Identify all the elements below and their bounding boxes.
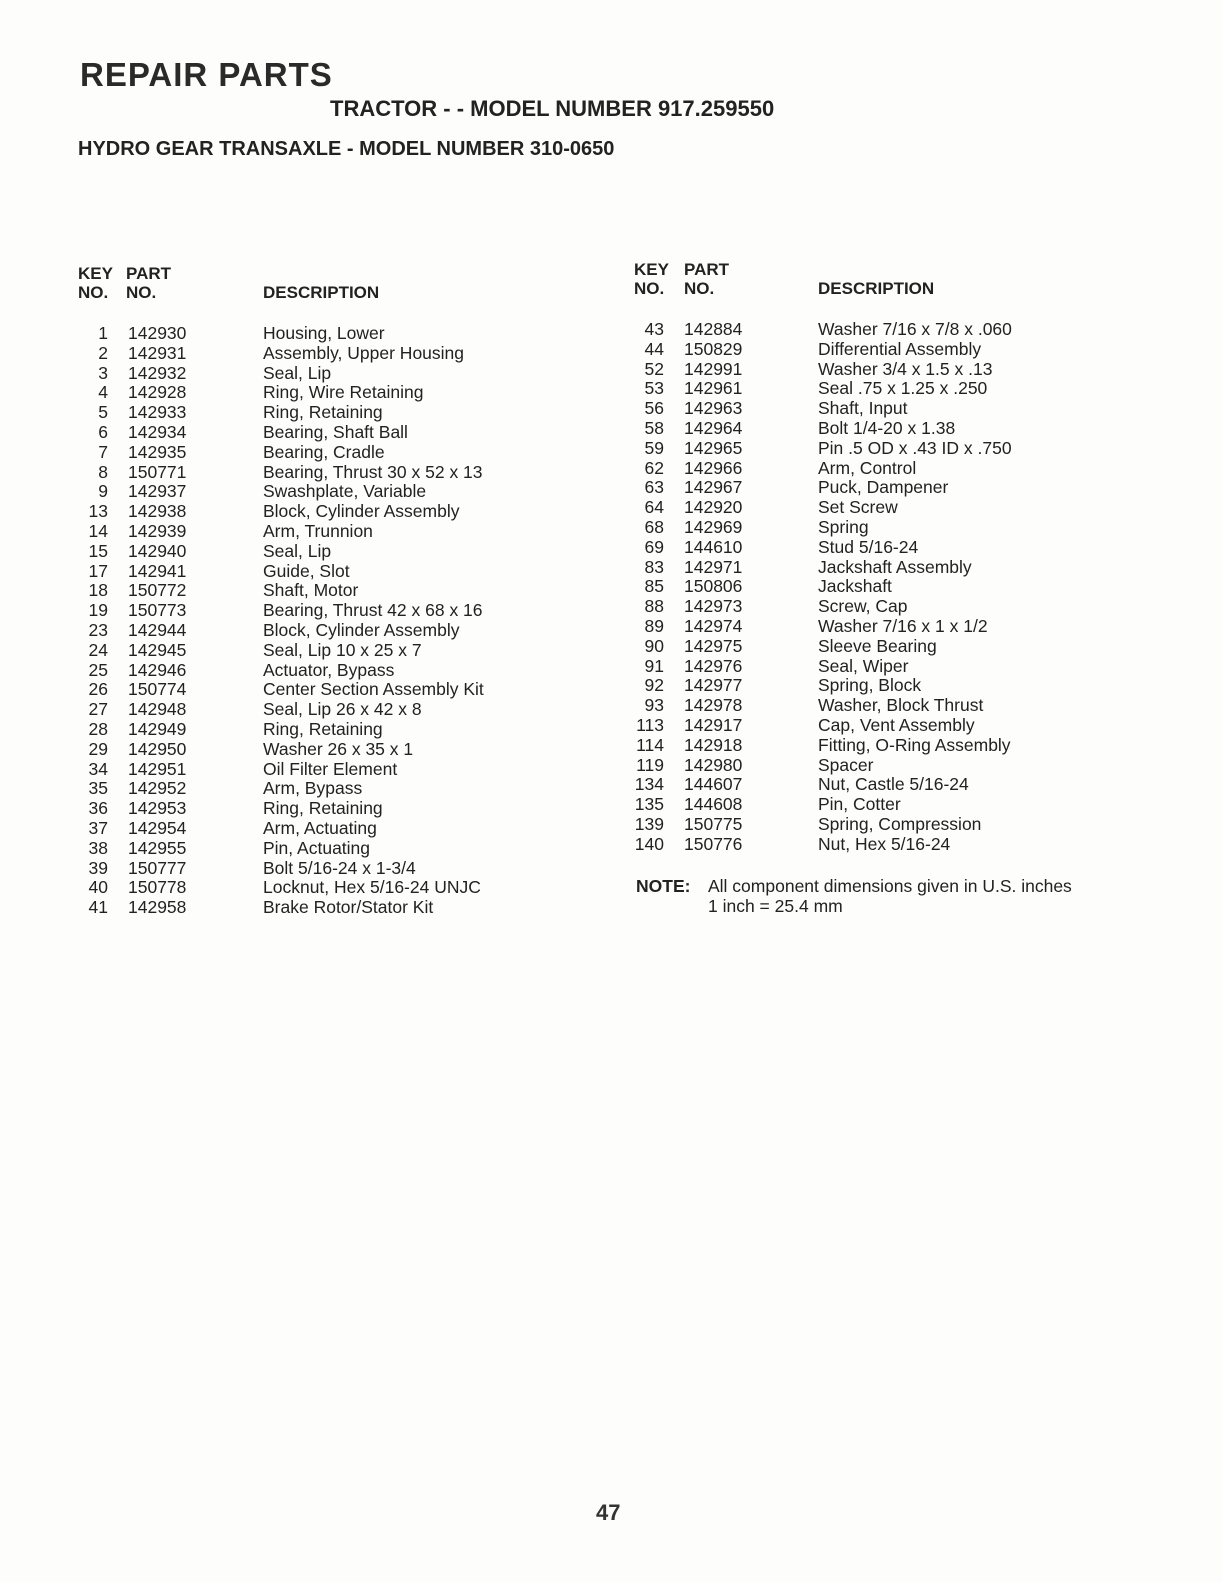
- key-no: 17: [88, 560, 108, 581]
- part-no: 142946: [128, 659, 187, 680]
- part-description: Locknut, Hex 5/16-24 UNJC: [263, 877, 481, 898]
- part-no: 150806: [684, 576, 743, 597]
- key-header-top: KEY: [634, 260, 669, 279]
- key-no: 8: [98, 461, 108, 482]
- part-description: Seal .75 x 1.25 x .250: [818, 378, 988, 399]
- part-description: Shaft, Input: [818, 398, 908, 419]
- part-description: Spring, Compression: [818, 813, 982, 834]
- part-description: Arm, Bypass: [263, 778, 363, 799]
- key-no: 89: [644, 615, 664, 636]
- part-description: Seal, Lip: [263, 540, 332, 561]
- part-no: 142918: [684, 734, 743, 755]
- key-no: 25: [88, 659, 108, 680]
- part-no: 142950: [128, 738, 187, 759]
- part-no: 150775: [684, 813, 743, 834]
- key-no: 64: [644, 497, 664, 518]
- key-no: 56: [644, 398, 664, 419]
- part-no: 142975: [684, 635, 743, 656]
- part-no: 150774: [128, 679, 187, 700]
- part-description: Jackshaft Assembly: [818, 556, 972, 577]
- key-no: 27: [88, 699, 108, 720]
- key-no: 40: [88, 877, 108, 898]
- part-no: 150777: [128, 857, 187, 878]
- part-no: 142884: [684, 319, 743, 339]
- part-description: Bearing, Cradle: [263, 441, 385, 462]
- part-description: Cap, Vent Assembly: [818, 714, 975, 735]
- part-no: 142958: [128, 897, 187, 918]
- part-no: 142955: [128, 837, 187, 858]
- part-header-bottom: NO.: [126, 283, 157, 302]
- part-no: 142930: [128, 323, 187, 343]
- tractor-model-subtitle: TRACTOR - - MODEL NUMBER 917.259550: [330, 96, 775, 121]
- page-number: 47: [596, 1500, 621, 1525]
- part-no: 150773: [128, 600, 187, 621]
- part-no: 142978: [684, 695, 743, 716]
- key-no: 93: [644, 695, 664, 716]
- key-no: 15: [88, 540, 108, 561]
- key-no: 9: [98, 481, 108, 502]
- part-no: 142952: [128, 778, 187, 799]
- key-no: 19: [88, 600, 108, 621]
- key-no: 36: [88, 798, 108, 819]
- page-title: REPAIR PARTS: [80, 56, 333, 93]
- key-no: 24: [88, 639, 108, 660]
- key-no: 38: [88, 837, 108, 858]
- part-header-top: PART: [684, 260, 730, 279]
- part-no: 150776: [684, 833, 743, 854]
- part-description: Actuator, Bypass: [263, 659, 395, 680]
- part-no: 142977: [684, 675, 743, 696]
- part-description: Puck, Dampener: [818, 477, 949, 498]
- key-no: 1: [98, 323, 108, 343]
- key-no: 140: [634, 833, 664, 854]
- part-description: Seal, Wiper: [818, 655, 909, 676]
- part-no: 142935: [128, 441, 187, 462]
- part-no: 142953: [128, 798, 187, 819]
- part-no: 144608: [684, 794, 743, 815]
- key-no: 68: [644, 516, 664, 537]
- part-header-top: PART: [126, 264, 172, 283]
- part-description: Ring, Wire Retaining: [263, 382, 424, 403]
- part-no: 142965: [684, 437, 743, 458]
- part-no: 142933: [128, 402, 187, 423]
- key-no: 85: [644, 576, 664, 597]
- part-description: Oil Filter Element: [263, 758, 398, 779]
- key-no: 88: [644, 596, 664, 617]
- part-description: Housing, Lower: [263, 323, 385, 343]
- key-no: 83: [644, 556, 664, 577]
- key-no: 23: [88, 619, 108, 640]
- key-no: 52: [644, 358, 664, 379]
- part-description: Ring, Retaining: [263, 798, 383, 819]
- key-no: 34: [88, 758, 108, 779]
- part-no: 142931: [128, 342, 187, 363]
- part-description: Bolt 1/4-20 x 1.38: [818, 417, 956, 438]
- part-description: Sleeve Bearing: [818, 635, 937, 656]
- key-no: 5: [98, 402, 108, 423]
- key-no: 29: [88, 738, 108, 759]
- part-description: Center Section Assembly Kit: [263, 679, 484, 700]
- part-no: 142949: [128, 718, 187, 739]
- part-description: Assembly, Upper Housing: [263, 342, 465, 363]
- part-description: Guide, Slot: [263, 560, 350, 581]
- part-no: 142974: [684, 615, 743, 636]
- part-no: 150778: [128, 877, 187, 898]
- part-description: Pin .5 OD x .43 ID x .750: [818, 437, 1012, 458]
- part-no: 142945: [128, 639, 187, 660]
- part-no: 142932: [128, 362, 187, 383]
- part-description: Ring, Retaining: [263, 402, 383, 423]
- part-no: 142941: [128, 560, 187, 581]
- part-no: 142940: [128, 540, 187, 561]
- part-description: Bolt 5/16-24 x 1-3/4: [263, 857, 416, 878]
- part-description: Nut, Hex 5/16-24: [818, 833, 951, 854]
- note-line-1: All component dimensions given in U.S. inches: [708, 876, 1072, 896]
- part-description: Spring, Block: [818, 675, 922, 696]
- part-description: Arm, Control: [818, 457, 917, 478]
- part-description: Arm, Actuating: [263, 817, 377, 838]
- key-no: 134: [634, 774, 664, 795]
- part-description: Washer 3/4 x 1.5 x .13: [818, 358, 993, 379]
- part-no: 142938: [128, 501, 187, 522]
- part-description: Screw, Cap: [818, 596, 908, 617]
- part-no: 142971: [684, 556, 743, 577]
- part-description: Washer 7/16 x 7/8 x .060: [818, 319, 1012, 339]
- part-no: 142937: [128, 481, 187, 502]
- key-header-bottom: NO.: [634, 279, 665, 298]
- part-description: Block, Cylinder Assembly: [263, 501, 460, 522]
- part-description: Pin, Cotter: [818, 794, 901, 815]
- part-no: 142948: [128, 699, 187, 720]
- key-no: 6: [98, 421, 108, 442]
- key-no: 3: [98, 362, 108, 383]
- key-no: 53: [644, 378, 664, 399]
- part-no: 142963: [684, 398, 743, 419]
- part-no: 142966: [684, 457, 743, 478]
- part-description: Brake Rotor/Stator Kit: [263, 897, 434, 918]
- part-description: Jackshaft: [818, 576, 892, 597]
- part-description: Washer 26 x 35 x 1: [263, 738, 414, 759]
- key-no: 59: [644, 437, 664, 458]
- key-header-bottom: NO.: [78, 283, 109, 302]
- part-no: 142917: [684, 714, 743, 735]
- part-description: Ring, Retaining: [263, 718, 383, 739]
- part-description: Swashplate, Variable: [263, 481, 427, 502]
- part-description: Seal, Lip: [263, 362, 332, 383]
- description-header: DESCRIPTION: [263, 283, 380, 302]
- key-no: 4: [98, 382, 108, 403]
- key-no: 43: [644, 319, 664, 339]
- note-label: NOTE:: [636, 876, 691, 896]
- part-no: 142973: [684, 596, 743, 617]
- key-no: 18: [88, 580, 108, 601]
- part-description: Washer, Block Thrust: [818, 695, 984, 716]
- part-no: 142991: [684, 358, 743, 379]
- key-no: 35: [88, 778, 108, 799]
- key-no: 13: [88, 501, 108, 522]
- part-description: Bearing, Shaft Ball: [263, 421, 408, 442]
- part-no: 142951: [128, 758, 187, 779]
- part-no: 142928: [128, 382, 187, 403]
- part-description: Differential Assembly: [818, 338, 982, 359]
- key-no: 119: [636, 754, 664, 775]
- part-no: 142980: [684, 754, 743, 775]
- part-no: 150829: [684, 338, 743, 359]
- part-description: Nut, Castle 5/16-24: [818, 774, 969, 795]
- part-no: 144607: [684, 774, 743, 795]
- part-description: Seal, Lip 10 x 25 x 7: [263, 639, 422, 660]
- key-no: 41: [88, 897, 108, 918]
- part-description: Stud 5/16-24: [818, 536, 919, 557]
- part-description: Bearing, Thrust 30 x 52 x 13: [263, 461, 483, 482]
- key-no: 63: [644, 477, 664, 498]
- key-no: 7: [98, 441, 108, 462]
- part-description: Pin, Actuating: [263, 837, 371, 858]
- note-line-2: 1 inch = 25.4 mm: [708, 896, 843, 916]
- key-no: 44: [644, 338, 664, 359]
- key-no: 58: [644, 417, 664, 438]
- part-no: 142939: [128, 520, 187, 541]
- part-no: 150771: [128, 461, 187, 482]
- key-no: 139: [634, 813, 664, 834]
- key-no: 113: [636, 714, 664, 735]
- key-no: 39: [88, 857, 108, 878]
- part-no: 142961: [684, 378, 743, 399]
- part-description: Spacer: [818, 754, 874, 775]
- part-no: 142954: [128, 817, 187, 838]
- part-description: Spring: [818, 516, 869, 537]
- part-no: 142976: [684, 655, 743, 676]
- key-no: 69: [644, 536, 664, 557]
- part-description: Washer 7/16 x 1 x 1/2: [818, 615, 988, 636]
- transaxle-model-subtitle: HYDRO GEAR TRANSAXLE - MODEL NUMBER 310-0650: [78, 138, 615, 160]
- part-description: Block, Cylinder Assembly: [263, 619, 460, 640]
- part-description: Arm, Trunnion: [263, 520, 373, 541]
- key-no: 114: [636, 734, 664, 755]
- key-header-top: KEY: [78, 264, 113, 283]
- description-header: DESCRIPTION: [818, 279, 935, 298]
- part-description: Bearing, Thrust 42 x 68 x 16: [263, 600, 483, 621]
- key-no: 135: [634, 794, 664, 815]
- part-no: 142934: [128, 421, 187, 442]
- part-no: 150772: [128, 580, 187, 601]
- part-no: 144610: [684, 536, 743, 557]
- part-description: Fitting, O-Ring Assembly: [818, 734, 1011, 755]
- key-no: 62: [644, 457, 664, 478]
- key-no: 28: [88, 718, 108, 739]
- part-no: 142944: [128, 619, 187, 640]
- key-no: 14: [88, 520, 108, 541]
- part-header-bottom: NO.: [684, 279, 715, 298]
- part-no: 142964: [684, 417, 743, 438]
- key-no: 90: [644, 635, 664, 656]
- key-no: 92: [644, 675, 664, 696]
- key-no: 91: [644, 655, 664, 676]
- part-description: Set Screw: [818, 497, 898, 518]
- key-no: 26: [88, 679, 108, 700]
- part-no: 142967: [684, 477, 743, 498]
- part-description: Shaft, Motor: [263, 580, 359, 601]
- part-no: 142920: [684, 497, 743, 518]
- part-description: Seal, Lip 26 x 42 x 8: [263, 699, 422, 720]
- key-no: 37: [88, 817, 108, 838]
- key-no: 2: [98, 342, 108, 363]
- part-no: 142969: [684, 516, 743, 537]
